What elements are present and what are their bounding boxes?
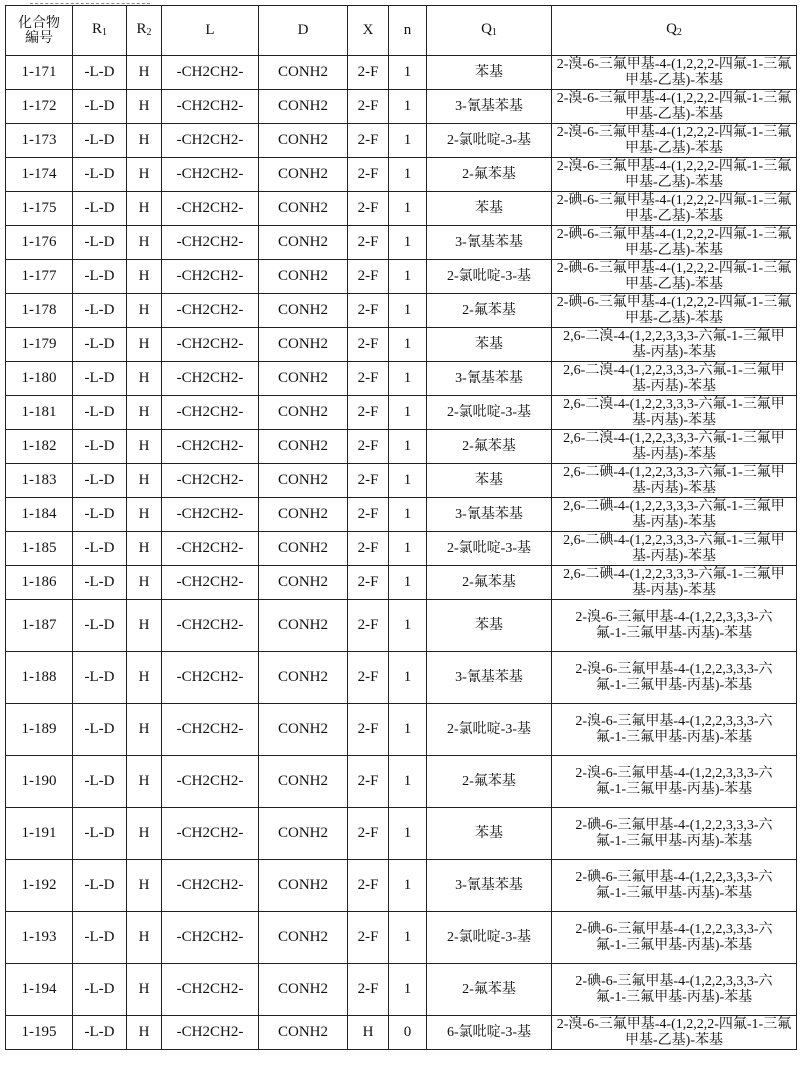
cell-x: 2-F [348,532,389,566]
cell-q2: 2-碘-6-三氟甲基-4-(1,2,2,3,3,3-六氟-1-三氟甲基-丙基)-苯基 [552,860,797,912]
cell-n: 1 [389,158,427,192]
cell-r2: H [127,294,162,328]
cell-x: 2-F [348,90,389,124]
cell-d: CONH2 [259,808,348,860]
cell-r1: -L-D [73,56,127,90]
cell-r1: -L-D [73,756,127,808]
header-q1 [427,6,552,56]
cell-r2: H [127,158,162,192]
table-row [6,56,797,90]
cell-x: 2-F [348,260,389,294]
cell-d: CONH2 [259,430,348,464]
table-row [6,226,797,260]
cell-d: CONH2 [259,1016,348,1050]
cell-q1: 2-氯吡啶-3-基 [427,912,552,964]
header-subscript: 1 [102,26,107,38]
cell-r1: -L-D [73,192,127,226]
cell-n: 1 [389,226,427,260]
cell-l: -CH2CH2- [162,498,259,532]
cell-q2: 2-碘-6-三氟甲基-4-(1,2,2,3,3,3-六氟-1-三氟甲基-丙基)-苯基 [552,964,797,1016]
cell-r2: H [127,652,162,704]
cell-q1: 3-氰基苯基 [427,362,552,396]
cell-d: CONH2 [259,566,348,600]
cell-compound-id: 1-191 [6,808,73,860]
cell-r1: -L-D [73,566,127,600]
cell-q1: 2-氟苯基 [427,294,552,328]
cell-l: -CH2CH2- [162,294,259,328]
cell-x: 2-F [348,226,389,260]
cell-q2: 2-碘-6-三氟甲基-4-(1,2,2,3,3,3-六氟-1-三氟甲基-丙基)-苯基 [552,912,797,964]
cell-r2: H [127,226,162,260]
cell-compound-id: 1-179 [6,328,73,362]
cell-r2: H [127,396,162,430]
cell-n: 1 [389,756,427,808]
cell-compound-id: 1-185 [6,532,73,566]
cell-l: -CH2CH2- [162,566,259,600]
cell-n: 1 [389,362,427,396]
cell-q2: 2-溴-6-三氟甲基-4-(1,2,2,3,3,3-六氟-1-三氟甲基-丙基)-苯基 [552,600,797,652]
cell-q2: 2-碘-6-三氟甲基-4-(1,2,2,2-四氟-1-三氟甲基-乙基)-苯基 [552,226,797,260]
header-q2 [552,6,797,56]
cell-r1: -L-D [73,600,127,652]
cell-n: 1 [389,464,427,498]
cell-x: 2-F [348,56,389,90]
cell-q2: 2-碘-6-三氟甲基-4-(1,2,2,2-四氟-1-三氟甲基-乙基)-苯基 [552,192,797,226]
cell-q1: 2-氟苯基 [427,158,552,192]
cell-n: 1 [389,192,427,226]
cell-d: CONH2 [259,498,348,532]
cell-r1: -L-D [73,704,127,756]
cell-r2: H [127,756,162,808]
cell-l: -CH2CH2- [162,430,259,464]
cell-q2: 2,6-二溴-4-(1,2,2,3,3,3-六氟-1-三氟甲基-丙基)-苯基 [552,396,797,430]
table-row [6,294,797,328]
cell-r2: H [127,192,162,226]
cell-d: CONH2 [259,328,348,362]
cell-compound-id: 1-176 [6,226,73,260]
cell-r2: H [127,124,162,158]
cell-l: -CH2CH2- [162,912,259,964]
table-row [6,704,797,756]
cell-d: CONH2 [259,56,348,90]
cell-d: CONH2 [259,260,348,294]
cell-x: 2-F [348,566,389,600]
table-row [6,124,797,158]
cell-d: CONH2 [259,362,348,396]
cell-compound-id: 1-177 [6,260,73,294]
cell-x: 2-F [348,600,389,652]
cell-r2: H [127,328,162,362]
cell-q1: 2-氯吡啶-3-基 [427,704,552,756]
cell-compound-id: 1-175 [6,192,73,226]
cell-q2: 2,6-二溴-4-(1,2,2,3,3,3-六氟-1-三氟甲基-丙基)-苯基 [552,430,797,464]
table-row [6,362,797,396]
cell-q1: 6-氯吡啶-3-基 [427,1016,552,1050]
table-row [6,532,797,566]
cell-r1: -L-D [73,124,127,158]
cell-l: -CH2CH2- [162,464,259,498]
cell-d: CONH2 [259,90,348,124]
cell-d: CONH2 [259,226,348,260]
cell-q2: 2-溴-6-三氟甲基-4-(1,2,2,2-四氟-1-三氟甲基-乙基)-苯基 [552,158,797,192]
cell-r1: -L-D [73,808,127,860]
cell-d: CONH2 [259,158,348,192]
cell-r2: H [127,964,162,1016]
cell-q2: 2-碘-6-三氟甲基-4-(1,2,2,2-四氟-1-三氟甲基-乙基)-苯基 [552,294,797,328]
cell-compound-id: 1-184 [6,498,73,532]
cell-n: 1 [389,498,427,532]
table-row [6,396,797,430]
cell-x: 2-F [348,498,389,532]
cell-r1: -L-D [73,532,127,566]
header-label: Q [666,20,677,37]
cell-r1: -L-D [73,396,127,430]
header-r2 [127,6,162,56]
cell-n: 1 [389,808,427,860]
cell-d: CONH2 [259,964,348,1016]
cell-compound-id: 1-178 [6,294,73,328]
cell-q1: 苯基 [427,600,552,652]
cell-r2: H [127,498,162,532]
table-row [6,260,797,294]
cell-q1: 2-氯吡啶-3-基 [427,260,552,294]
cell-q1: 苯基 [427,464,552,498]
cell-q2: 2-溴-6-三氟甲基-4-(1,2,2,2-四氟-1-三氟甲基-乙基)-苯基 [552,56,797,90]
cell-d: CONH2 [259,652,348,704]
cell-l: -CH2CH2- [162,90,259,124]
header-r1 [73,6,127,56]
cell-x: 2-F [348,430,389,464]
cell-r2: H [127,260,162,294]
table-row [6,158,797,192]
table-row [6,464,797,498]
cell-x: H [348,1016,389,1050]
cell-n: 1 [389,328,427,362]
cell-compound-id: 1-195 [6,1016,73,1050]
cell-n: 1 [389,600,427,652]
cell-l: -CH2CH2- [162,964,259,1016]
cell-r1: -L-D [73,90,127,124]
cell-d: CONH2 [259,396,348,430]
cell-r2: H [127,1016,162,1050]
cell-compound-id: 1-173 [6,124,73,158]
cell-q1: 苯基 [427,56,552,90]
cell-q1: 3-氰基苯基 [427,498,552,532]
cell-n: 1 [389,860,427,912]
cell-r1: -L-D [73,912,127,964]
cell-l: -CH2CH2- [162,158,259,192]
cell-r2: H [127,56,162,90]
cell-x: 2-F [348,158,389,192]
header-label: R [91,20,102,37]
cell-r1: -L-D [73,158,127,192]
cell-compound-id: 1-174 [6,158,73,192]
cell-n: 1 [389,532,427,566]
cell-q2: 2-溴-6-三氟甲基-4-(1,2,2,3,3,3-六氟-1-三氟甲基-丙基)-苯基 [552,756,797,808]
cell-r1: -L-D [73,294,127,328]
cell-r1: -L-D [73,430,127,464]
table-row [6,808,797,860]
cell-l: -CH2CH2- [162,226,259,260]
cell-r2: H [127,912,162,964]
cell-compound-id: 1-190 [6,756,73,808]
cell-x: 2-F [348,396,389,430]
cell-l: -CH2CH2- [162,860,259,912]
header-d: D [259,6,348,56]
cell-q2: 2-碘-6-三氟甲基-4-(1,2,2,3,3,3-六氟-1-三氟甲基-丙基)-苯基 [552,808,797,860]
cell-q1: 3-氰基苯基 [427,652,552,704]
cell-n: 1 [389,124,427,158]
table-row [6,1016,797,1050]
cell-n: 1 [389,704,427,756]
cell-r1: -L-D [73,260,127,294]
cell-r1: -L-D [73,964,127,1016]
cell-q1: 2-氟苯基 [427,756,552,808]
table-row [6,192,797,226]
cell-q2: 2-溴-6-三氟甲基-4-(1,2,2,2-四氟-1-三氟甲基-乙基)-苯基 [552,124,797,158]
cell-x: 2-F [348,362,389,396]
cell-n: 1 [389,294,427,328]
cell-r2: H [127,532,162,566]
cell-r1: -L-D [73,652,127,704]
cell-r2: H [127,90,162,124]
cell-r1: -L-D [73,464,127,498]
cell-compound-id: 1-192 [6,860,73,912]
cell-r2: H [127,464,162,498]
cell-l: -CH2CH2- [162,192,259,226]
table-row [6,566,797,600]
table-row [6,328,797,362]
cell-n: 1 [389,964,427,1016]
cell-compound-id: 1-183 [6,464,73,498]
cell-n: 1 [389,396,427,430]
cell-compound-id: 1-193 [6,912,73,964]
cell-n: 1 [389,566,427,600]
cell-d: CONH2 [259,912,348,964]
header-label: 化合物編号 [18,15,60,46]
table-row [6,860,797,912]
cell-compound-id: 1-180 [6,362,73,396]
header-x: X [348,6,389,56]
table-row [6,652,797,704]
cell-q1: 3-氰基苯基 [427,860,552,912]
cell-compound-id: 1-189 [6,704,73,756]
cell-q2: 2,6-二碘-4-(1,2,2,3,3,3-六氟-1-三氟甲基-丙基)-苯基 [552,532,797,566]
cell-q2: 2-溴-6-三氟甲基-4-(1,2,2,2-四氟-1-三氟甲基-乙基)-苯基 [552,1016,797,1050]
table-row [6,498,797,532]
cell-q1: 苯基 [427,192,552,226]
table-row [6,964,797,1016]
cell-q1: 3-氰基苯基 [427,226,552,260]
cell-q1: 2-氯吡啶-3-基 [427,532,552,566]
cell-x: 2-F [348,124,389,158]
header-subscript: 2 [146,26,152,38]
cell-x: 2-F [348,704,389,756]
cell-d: CONH2 [259,600,348,652]
cell-l: -CH2CH2- [162,260,259,294]
cell-r1: -L-D [73,362,127,396]
cell-q1: 2-氯吡啶-3-基 [427,124,552,158]
cell-r2: H [127,566,162,600]
cell-r1: -L-D [73,226,127,260]
cell-r2: H [127,600,162,652]
cell-l: -CH2CH2- [162,1016,259,1050]
cell-x: 2-F [348,192,389,226]
cell-l: -CH2CH2- [162,532,259,566]
cell-l: -CH2CH2- [162,704,259,756]
cell-x: 2-F [348,464,389,498]
cell-l: -CH2CH2- [162,396,259,430]
cell-q2: 2,6-二碘-4-(1,2,2,3,3,3-六氟-1-三氟甲基-丙基)-苯基 [552,498,797,532]
cell-compound-id: 1-194 [6,964,73,1016]
cell-q2: 2-溴-6-三氟甲基-4-(1,2,2,3,3,3-六氟-1-三氟甲基-丙基)-苯基 [552,652,797,704]
cell-n: 1 [389,912,427,964]
cell-n: 0 [389,1016,427,1050]
cell-r1: -L-D [73,498,127,532]
cell-q2: 2-溴-6-三氟甲基-4-(1,2,2,3,3,3-六氟-1-三氟甲基-丙基)-苯基 [552,704,797,756]
cell-q2: 2,6-二碘-4-(1,2,2,3,3,3-六氟-1-三氟甲基-丙基)-苯基 [552,566,797,600]
cell-compound-id: 1-187 [6,600,73,652]
cell-l: -CH2CH2- [162,600,259,652]
cell-q2: 2-碘-6-三氟甲基-4-(1,2,2,2-四氟-1-三氟甲基-乙基)-苯基 [552,260,797,294]
cell-x: 2-F [348,808,389,860]
cell-l: -CH2CH2- [162,652,259,704]
table-row [6,600,797,652]
table-row [6,912,797,964]
cell-d: CONH2 [259,464,348,498]
header-label: R [136,20,147,37]
cell-compound-id: 1-172 [6,90,73,124]
header-n: n [389,6,427,56]
cell-r2: H [127,362,162,396]
cell-r2: H [127,430,162,464]
header-l: L [162,6,259,56]
cell-d: CONH2 [259,704,348,756]
header-compound-id [6,6,73,56]
cell-r1: -L-D [73,860,127,912]
cell-compound-id: 1-182 [6,430,73,464]
cell-n: 1 [389,90,427,124]
cell-q1: 苯基 [427,808,552,860]
cell-n: 1 [389,56,427,90]
header-subscript: 2 [676,26,682,38]
cell-x: 2-F [348,756,389,808]
cell-x: 2-F [348,652,389,704]
cell-l: -CH2CH2- [162,756,259,808]
cell-l: -CH2CH2- [162,808,259,860]
table-caption-remnant [30,0,150,4]
cell-compound-id: 1-171 [6,56,73,90]
cell-q1: 苯基 [427,328,552,362]
cell-x: 2-F [348,328,389,362]
cell-q2: 2,6-二碘-4-(1,2,2,3,3,3-六氟-1-三氟甲基-丙基)-苯基 [552,464,797,498]
table-body [6,56,797,1050]
cell-q1: 2-氟苯基 [427,964,552,1016]
cell-n: 1 [389,652,427,704]
cell-d: CONH2 [259,756,348,808]
cell-l: -CH2CH2- [162,328,259,362]
cell-n: 1 [389,430,427,464]
cell-x: 2-F [348,860,389,912]
cell-q1: 3-氰基苯基 [427,90,552,124]
cell-l: -CH2CH2- [162,362,259,396]
cell-q2: 2,6-二溴-4-(1,2,2,3,3,3-六氟-1-三氟甲基-丙基)-苯基 [552,362,797,396]
cell-r1: -L-D [73,328,127,362]
cell-q1: 2-氯吡啶-3-基 [427,396,552,430]
cell-d: CONH2 [259,294,348,328]
cell-d: CONH2 [259,860,348,912]
table-row [6,756,797,808]
cell-compound-id: 1-188 [6,652,73,704]
cell-d: CONH2 [259,532,348,566]
header-subscript: 1 [491,26,497,38]
cell-l: -CH2CH2- [162,56,259,90]
cell-r2: H [127,808,162,860]
cell-q2: 2,6-二溴-4-(1,2,2,3,3,3-六氟-1-三氟甲基-丙基)-苯基 [552,328,797,362]
cell-x: 2-F [348,964,389,1016]
table-row [6,430,797,464]
cell-q1: 2-氟苯基 [427,430,552,464]
cell-q1: 2-氟苯基 [427,566,552,600]
cell-r2: H [127,860,162,912]
cell-l: -CH2CH2- [162,124,259,158]
cell-d: CONH2 [259,192,348,226]
header-row [6,6,797,56]
cell-q2: 2-溴-6-三氟甲基-4-(1,2,2,2-四氟-1-三氟甲基-乙基)-苯基 [552,90,797,124]
compound-table [5,5,797,1050]
cell-x: 2-F [348,912,389,964]
cell-d: CONH2 [259,124,348,158]
cell-x: 2-F [348,294,389,328]
cell-n: 1 [389,260,427,294]
cell-r1: -L-D [73,1016,127,1050]
header-label: Q [481,20,492,37]
cell-r2: H [127,704,162,756]
table-row [6,90,797,124]
cell-compound-id: 1-181 [6,396,73,430]
cell-compound-id: 1-186 [6,566,73,600]
